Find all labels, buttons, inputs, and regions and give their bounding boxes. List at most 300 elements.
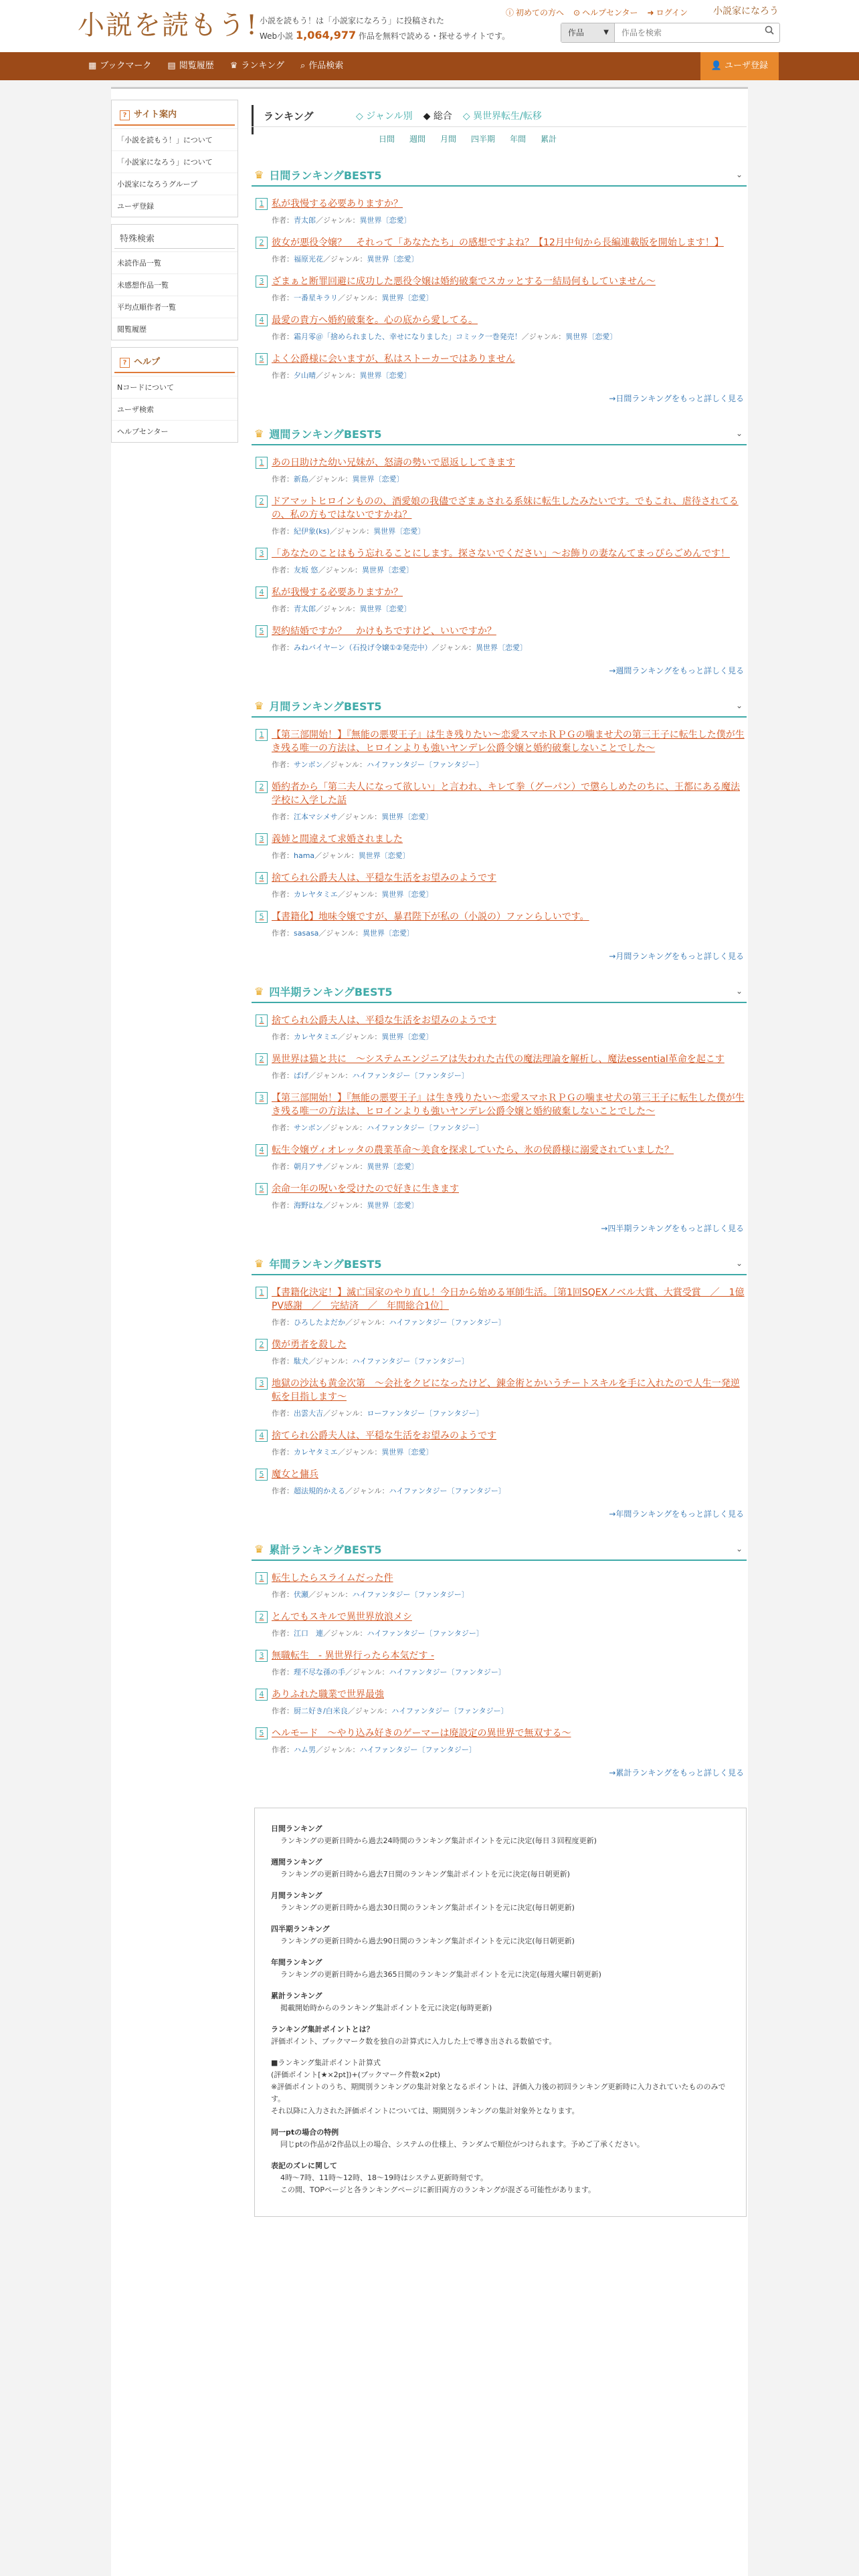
entry-meta (272, 331, 747, 342)
author-label: 作者： (272, 216, 294, 225)
work-title-link[interactable] (256, 1144, 747, 1157)
ranking-entry (252, 871, 747, 899)
genre-link[interactable]: ハイファンタジー〔ファンタジー〕 (359, 1745, 476, 1754)
section-title: 年間ランキングBEST5 (269, 1257, 382, 1271)
site-logo[interactable]: 小説を読もう! (78, 10, 259, 41)
chevron-down-icon[interactable]: ⌄ (735, 429, 743, 438)
entry-meta (272, 1200, 747, 1210)
author-link[interactable]: 夕山晴 (294, 371, 316, 380)
genre-label: ／ジャンル： (308, 1590, 353, 1599)
author-link[interactable]: カレヤタミエ (294, 890, 338, 899)
author-link[interactable]: 出雲大吉 (294, 1409, 323, 1418)
genre-link[interactable]: 異世界〔恋愛〕 (565, 332, 617, 341)
genre-link[interactable]: 異世界〔恋愛〕 (381, 1448, 434, 1457)
genre-link[interactable]: ハイファンタジー〔ファンタジー〕 (389, 1318, 506, 1327)
genre-label: ／ジャンル： (345, 1668, 389, 1677)
sidebar-link-group[interactable]: 小説家になろうグループ (112, 173, 237, 195)
sidebar-link-about-narou[interactable]: 「小説家になろう」について (112, 150, 237, 173)
note-item (271, 1923, 731, 1947)
period-yearly[interactable]: 年間 (510, 134, 527, 144)
work-title-link[interactable] (256, 910, 747, 924)
author-link[interactable]: サンボン (294, 760, 323, 769)
genre-link[interactable]: 異世界〔恋愛〕 (352, 475, 404, 484)
work-title: 余命一年の呪いを受けたので好きに生きます (272, 1184, 459, 1194)
note-title: 年間ランキング (271, 1958, 322, 1967)
author-label: 作者： (272, 1487, 294, 1495)
tagline-line2 (260, 28, 510, 43)
chevron-down-icon[interactable]: ⌄ (735, 170, 743, 179)
genre-link[interactable]: 異世界〔恋愛〕 (359, 371, 411, 380)
chevron-down-icon[interactable]: ⌄ (735, 986, 743, 996)
author-link[interactable]: ハム男 (294, 1745, 316, 1754)
ranking-entry (252, 1144, 747, 1172)
section-title: 月間ランキングBEST5 (269, 700, 382, 713)
entry-meta (272, 1744, 747, 1755)
search-icon (765, 25, 774, 35)
ranking-tabbar (252, 100, 747, 145)
tab-genre-label: ジャンル別 (366, 111, 413, 122)
ranking-entry (252, 728, 747, 770)
work-title-link[interactable] (256, 547, 747, 560)
genre-link[interactable]: ハイファンタジー〔ファンタジー〕 (352, 1071, 469, 1080)
section-heading[interactable] (252, 1253, 747, 1275)
work-title-link[interactable] (256, 728, 747, 755)
ranking-entry (252, 780, 747, 822)
genre-label: ／ジャンル： (338, 294, 382, 302)
tab-genre[interactable] (356, 109, 413, 122)
rank-badge: 1 (256, 1572, 268, 1584)
genre-link[interactable]: 異世界〔恋愛〕 (373, 527, 425, 536)
genre-link[interactable]: ハイファンタジー〔ファンタジー〕 (389, 1668, 506, 1677)
work-title-link[interactable] (256, 1286, 747, 1313)
rank-badge: 3 (256, 1378, 268, 1390)
author-label: 作者： (272, 813, 294, 821)
work-title-link[interactable] (256, 1727, 747, 1740)
entry-meta (272, 642, 747, 653)
rank-badge: 1 (256, 198, 268, 210)
author-label: 作者： (272, 890, 294, 899)
ranking-entry (252, 1610, 747, 1638)
author-link[interactable]: みねバイヤーン（石投げ令嬢①②発売中） (294, 643, 432, 652)
user-icon: 👤 (710, 61, 725, 71)
ranking-entry (252, 236, 747, 264)
site-tagline (260, 13, 510, 43)
author-link[interactable]: 新島 (294, 475, 308, 484)
work-title-link[interactable] (256, 236, 747, 249)
author-label: 作者： (272, 1071, 294, 1080)
entry-meta (272, 850, 747, 861)
work-title: 契約結婚ですか？ かけもちですけど、いいですか？ (272, 626, 496, 637)
genre-link[interactable]: ハイファンタジー〔ファンタジー〕 (366, 1123, 484, 1132)
rank-badge: 4 (256, 872, 268, 884)
work-title-link[interactable] (256, 1688, 747, 1701)
nav-bookmark[interactable] (80, 52, 159, 80)
work-title-link[interactable] (256, 780, 747, 807)
ranking-entry (252, 586, 747, 614)
genre-link[interactable]: 異世界〔恋愛〕 (362, 566, 414, 574)
note-title: ランキング集計ポイントとは？ (271, 2025, 374, 2034)
genre-link[interactable]: ハイファンタジー〔ファンタジー〕 (352, 1590, 469, 1599)
search-type-select[interactable] (561, 23, 615, 42)
entry-meta (272, 473, 747, 484)
content-container (111, 87, 748, 2576)
period-cumulative[interactable]: 累計 (541, 134, 557, 144)
narou-logo[interactable]: 小説家になろう (713, 6, 779, 17)
rank-badge: 2 (256, 781, 268, 793)
genre-link[interactable]: 異世界〔恋愛〕 (367, 1201, 419, 1210)
history-icon: ▤ (167, 61, 176, 71)
author-link[interactable]: 福原光花 (294, 255, 323, 263)
tab-overall[interactable] (423, 109, 452, 122)
author-link[interactable]: 江本マシメサ (294, 813, 338, 821)
ranking-entry (252, 275, 747, 303)
rank-badge: 3 (256, 548, 268, 560)
note-item (271, 1957, 731, 1981)
ranking-sections (252, 164, 747, 1778)
genre-label: ／ジャンル： (316, 1745, 360, 1754)
nav-search[interactable] (292, 52, 351, 80)
work-title-link[interactable] (256, 586, 747, 599)
tab-overall-label: 総合 (433, 111, 452, 122)
ranking-entry (252, 625, 747, 653)
sidebar-link-avg-authors[interactable]: 平均点順作者一覧 (112, 296, 237, 318)
period-monthly[interactable]: 月間 (440, 134, 457, 144)
genre-link[interactable]: 異世界〔恋愛〕 (367, 255, 419, 263)
rank-badge: 2 (256, 496, 268, 508)
author-label: 作者： (272, 929, 294, 938)
genre-label: ／ジャンル： (316, 216, 360, 225)
question-icon: ? (120, 110, 130, 120)
ranking-entry (252, 1688, 747, 1716)
section-heading[interactable] (252, 164, 747, 187)
note-title: 月間ランキング (271, 1891, 322, 1900)
genre-link[interactable]: ハイファンタジー〔ファンタジー〕 (367, 1629, 484, 1638)
author-link[interactable]: カレヤタミエ (294, 1448, 338, 1457)
genre-link[interactable]: 異世界〔恋愛〕 (367, 1162, 419, 1171)
help-title: ヘルプ (134, 357, 161, 367)
section-heading[interactable] (252, 980, 747, 1003)
sidebar-link-about-yomou[interactable]: 「小説を読もう！」について (112, 128, 237, 150)
note-title: 日間ランキング (271, 1824, 322, 1833)
note-title: 表記のズレに関して (271, 2161, 337, 2170)
author-link[interactable]: hama (294, 851, 315, 860)
ranking-entry (252, 1429, 747, 1457)
register-button[interactable] (700, 52, 779, 80)
genre-label: ／ジャンル： (323, 1201, 367, 1210)
note-body: ランキングの更新日時から過去365日間のランキング集計ポイントを元に決定(毎週火曜日朝更新) (280, 1970, 601, 1979)
work-title-link[interactable] (256, 495, 747, 522)
ranking-entry (252, 456, 747, 484)
genre-link[interactable]: 異世界〔恋愛〕 (381, 890, 434, 899)
work-title: 義姉と間違えて求婚されました (272, 834, 403, 845)
note-item (271, 2160, 731, 2196)
author-link[interactable]: サンボン (294, 1123, 323, 1132)
register-label: ユーザ登録 (724, 61, 768, 71)
note-item (271, 2024, 731, 2048)
author-link[interactable]: 超法規的かえる (294, 1487, 345, 1495)
sidebar-link-unreviewed[interactable]: 未感想作品一覧 (112, 274, 237, 296)
author-link[interactable]: 紀伊象(ks) (294, 527, 330, 536)
entry-meta (272, 253, 747, 264)
work-title-link[interactable] (256, 871, 747, 885)
work-title-link[interactable] (256, 1649, 747, 1662)
genre-label: ／ジャンル： (347, 1707, 392, 1715)
author-link[interactable]: 駄犬 (294, 1357, 308, 1366)
work-title: 無職転生 - 異世界行ったら本気だす - (272, 1650, 435, 1661)
nav-history-label: 閲覧履歴 (179, 61, 214, 71)
genre-link[interactable]: ハイファンタジー〔ファンタジー〕 (366, 760, 484, 769)
section-heading[interactable] (252, 695, 747, 718)
genre-link[interactable]: ハイファンタジー〔ファンタジー〕 (391, 1707, 508, 1715)
nav-search-label: 作品検索 (308, 61, 344, 71)
genre-link[interactable]: 異世界〔恋愛〕 (358, 851, 410, 860)
author-link[interactable]: 青太郎 (294, 605, 316, 613)
work-title: 地獄の沙汰も黄金次第 〜会社をクビになったけど、錬金術とかいうチートスキルを手に入れたので人生一発逆転を目指します〜 (272, 1378, 740, 1402)
entry-meta (272, 1408, 747, 1418)
genre-label: ／ジャンル： (318, 566, 363, 574)
author-label: 作者： (272, 527, 294, 536)
work-title: 魔女と傭兵 (272, 1469, 318, 1480)
author-link[interactable]: ひろしたよだか (294, 1318, 345, 1327)
ranking-entry (252, 1053, 747, 1081)
crown-icon: ♛ (254, 1257, 264, 1270)
search-input[interactable] (615, 23, 759, 42)
author-label: 作者： (272, 1318, 294, 1327)
login-link[interactable] (648, 7, 688, 18)
genre-link[interactable]: ハイファンタジー〔ファンタジー〕 (389, 1487, 506, 1495)
entry-meta (272, 292, 747, 303)
work-title-link[interactable] (256, 314, 747, 327)
more-link[interactable]: →四半期ランキングをもっと詳しく見る (601, 1224, 744, 1233)
note-title: 週間ランキング (271, 1858, 322, 1866)
work-title-link[interactable] (256, 833, 747, 846)
author-link[interactable]: 一番星キラリ (294, 294, 338, 302)
ranking-entry (252, 1182, 747, 1210)
entry-meta (272, 370, 747, 381)
genre-label: ／ジャンル： (329, 527, 374, 536)
work-title-link[interactable] (256, 1377, 747, 1404)
period-weekly[interactable]: 週間 (409, 134, 426, 144)
sidebar-link-register[interactable]: ユーザ登録 (112, 195, 237, 217)
genre-link[interactable]: 異世界〔恋愛〕 (381, 813, 434, 821)
genre-link[interactable]: 異世界〔恋愛〕 (359, 605, 411, 613)
site-guide-box (111, 100, 238, 217)
author-link[interactable]: 江口 連 (294, 1629, 323, 1638)
genre-link[interactable]: ハイファンタジー〔ファンタジー〕 (352, 1357, 469, 1366)
author-label: 作者： (272, 1745, 294, 1754)
rank-badge: 4 (256, 1689, 268, 1701)
info-icon: ⓘ (506, 8, 514, 17)
genre-link[interactable]: 異世界〔恋愛〕 (381, 1033, 434, 1041)
note-title: 四半期ランキング (271, 1925, 330, 1933)
nav-history[interactable] (159, 52, 221, 80)
author-link[interactable]: 海野はな (294, 1201, 323, 1210)
work-title-link[interactable] (256, 1182, 747, 1196)
ranking-entry (252, 1468, 747, 1496)
crown-icon: ♛ (229, 61, 238, 71)
chevron-down-icon[interactable]: ⌄ (735, 1259, 743, 1268)
work-title-link[interactable] (256, 1468, 747, 1481)
help-center-link[interactable] (573, 7, 638, 18)
work-title-link[interactable] (256, 1429, 747, 1442)
rank-badge: 5 (256, 1183, 268, 1195)
login-icon: ➜ (647, 8, 654, 17)
author-label: 作者： (272, 1162, 294, 1171)
note-body: ランキングの更新日時から過去7日間のランキング集計ポイントを元に決定(毎日朝更新) (280, 1870, 570, 1879)
special-search-box (111, 224, 238, 340)
bookmark-icon: ▦ (88, 61, 97, 71)
crown-icon: ♛ (254, 168, 264, 181)
ranking-entry (252, 1338, 747, 1366)
author-label: 作者： (272, 566, 294, 574)
rank-badge: 5 (256, 353, 268, 365)
entry-meta (272, 1485, 747, 1496)
rank-badge: 4 (256, 1144, 268, 1156)
special-search-heading: 特殊検索 (114, 227, 235, 249)
author-link[interactable]: 友坂 悠 (294, 566, 318, 574)
ranking-section (252, 423, 747, 676)
chevron-down-icon[interactable]: ⌄ (735, 1544, 743, 1553)
more-link[interactable]: →年間ランキングをもっと詳しく見る (609, 1509, 744, 1519)
nav-ranking-label: ランキング (241, 61, 284, 71)
help-box (111, 347, 238, 443)
genre-label: ／ジャンル： (323, 255, 367, 263)
author-link[interactable]: sasasa (294, 929, 319, 938)
help-center-link-label: ヘルプセンター (582, 8, 638, 17)
rank-badge: 2 (256, 1611, 268, 1623)
sidebar-link-history[interactable]: 閲覧履歴 (112, 318, 237, 340)
tabbar-divider (252, 126, 747, 127)
work-title-link[interactable] (256, 1053, 747, 1066)
ranking-entry (252, 1014, 747, 1042)
note-title: 累計ランキング (271, 1992, 322, 2000)
more-link[interactable]: →日間ランキングをもっと詳しく見る (609, 394, 744, 403)
period-daily[interactable]: 日間 (379, 134, 395, 144)
chevron-down-icon[interactable]: ⌄ (735, 701, 743, 710)
note-body: 4時〜7時、11時〜12時、18〜19時はシステム更新時刻です。 この間、TOPページと各ランキングページに新旧両方のランキングが混ざる可能性があります。 (280, 2173, 596, 2194)
ranking-entry (252, 197, 747, 225)
nav-ranking[interactable] (222, 52, 292, 80)
more-link[interactable]: →週間ランキングをもっと詳しく見る (609, 666, 744, 675)
search-button[interactable] (759, 23, 779, 42)
work-title: 彼女が悪役令嬢？ それって「あなたたち」の感想ですよね？【12月中旬から長編連載版を開始します！】 (272, 237, 724, 248)
entry-meta (272, 1628, 747, 1638)
work-title-link[interactable] (256, 275, 747, 288)
author-label: 作者： (272, 371, 294, 380)
section-heading[interactable] (252, 1538, 747, 1561)
work-title-link[interactable] (256, 1338, 747, 1352)
more-link[interactable]: →累計ランキングをもっと詳しく見る (609, 1768, 744, 1778)
ranking-entry (252, 314, 747, 342)
work-title-link[interactable] (256, 1091, 747, 1118)
work-title-link[interactable] (256, 625, 747, 638)
author-link[interactable]: 理不尽な孫の手 (294, 1668, 345, 1677)
genre-label: ／ジャンル： (316, 371, 360, 380)
sidebar (111, 100, 238, 449)
tab-isekai-label: 異世界転生/転移 (473, 111, 542, 122)
author-link[interactable]: 伏瀬 (294, 1590, 308, 1599)
note-body: 同じptの作品が2作品以上の場合、システムの仕様上、ランダムで順位がつけられます。予めご了承ください。 (280, 2140, 644, 2149)
genre-link[interactable]: 異世界〔恋愛〕 (359, 216, 411, 225)
rank-badge: 1 (256, 729, 268, 741)
author-link[interactable]: 青太郎 (294, 216, 316, 225)
genre-link[interactable]: ローファンタジー〔ファンタジー〕 (367, 1409, 484, 1418)
author-link[interactable]: ぱげ (294, 1071, 308, 1080)
work-title-link[interactable] (256, 1014, 747, 1027)
search-type-value: 作品 (568, 28, 585, 37)
note-body: ランキングの更新日時から過去24時間のランキング集計ポイントを元に決定(毎日３回程度更新) (280, 1836, 597, 1845)
sidebar-link-help-center[interactable]: ヘルプセンター (112, 420, 237, 442)
genre-label: ／ジャンル： (322, 760, 367, 769)
genre-label: ／ジャンル： (345, 1318, 389, 1327)
work-title-link[interactable] (256, 456, 747, 469)
author-label: 作者： (272, 1409, 294, 1418)
ranking-tabs (356, 109, 542, 122)
note-item (271, 1823, 731, 1847)
rank-badge: 2 (256, 1053, 268, 1065)
work-title: 婚約者から「第二夫人になって欲しい」と言われ、キレて拳（グーパン）で懲らしめたのちに、王都にある魔法学校に入学した話 (272, 782, 740, 806)
beginners-link[interactable] (506, 7, 564, 18)
genre-label: ／ジャンル： (323, 1162, 367, 1171)
work-title: 捨てられ公爵夫人は、平穏な生活をお望みのようです (272, 1015, 496, 1026)
author-link[interactable]: カレヤタミエ (294, 1033, 338, 1041)
section-heading[interactable] (252, 423, 747, 445)
author-label: 作者： (272, 1707, 294, 1715)
tab-isekai[interactable] (463, 109, 542, 122)
sidebar-link-ncode[interactable]: Nコードについて (112, 376, 237, 398)
note-item (271, 2057, 731, 2117)
ranking-entry (252, 1727, 747, 1755)
genre-link[interactable]: 異世界〔恋愛〕 (476, 643, 528, 652)
author-label: 作者： (272, 760, 294, 769)
diamond-filled-icon: ◆ (423, 111, 434, 122)
sidebar-link-user-search[interactable]: ユーザ検索 (112, 398, 237, 420)
author-link[interactable]: 朝月アサ (294, 1162, 323, 1171)
rank-badge: 4 (256, 1430, 268, 1442)
entry-meta (272, 526, 747, 536)
work-title-link[interactable] (256, 1610, 747, 1624)
author-label: 作者： (272, 294, 294, 302)
author-link[interactable]: 厨二好き/白米良 (294, 1707, 348, 1715)
period-links (379, 133, 557, 144)
period-quarterly[interactable]: 四半期 (471, 134, 496, 144)
more-link[interactable]: →月間ランキングをもっと詳しく見る (609, 952, 744, 961)
ranking-section (252, 695, 747, 962)
sidebar-link-unread[interactable]: 未読作品一覧 (112, 251, 237, 274)
rank-badge: 3 (256, 833, 268, 845)
author-link[interactable]: 霜月零＠「捨められました、幸せになりました」コミック一巻発売！ (294, 332, 522, 341)
site-header (0, 0, 859, 52)
work-title: 転生令嬢ヴィオレッタの農業革命〜美食を探求していたら、氷の侯爵様に溺愛されていました？ (272, 1145, 674, 1156)
entry-meta (272, 1705, 747, 1716)
genre-link[interactable]: 異世界〔恋愛〕 (362, 929, 414, 938)
genre-label: ／ジャンル： (308, 1357, 353, 1366)
ranking-entry (252, 1572, 747, 1600)
author-label: 作者： (272, 1357, 294, 1366)
genre-link[interactable]: 異世界〔恋愛〕 (381, 294, 434, 302)
section-title: 累計ランキングBEST5 (269, 1543, 382, 1556)
search-icon: ⌕ (300, 61, 306, 71)
work-title: とんでもスキルで異世界放浪メシ (272, 1612, 412, 1622)
entry-meta (272, 1161, 747, 1172)
work-title-link[interactable] (256, 352, 747, 366)
author-label: 作者： (272, 1629, 294, 1638)
crown-icon: ♛ (254, 427, 264, 440)
genre-label: ／ジャンル： (318, 929, 363, 938)
work-title-link[interactable] (256, 197, 747, 211)
help-icon: ⊙ (573, 8, 581, 17)
work-title-link[interactable] (256, 1572, 747, 1585)
